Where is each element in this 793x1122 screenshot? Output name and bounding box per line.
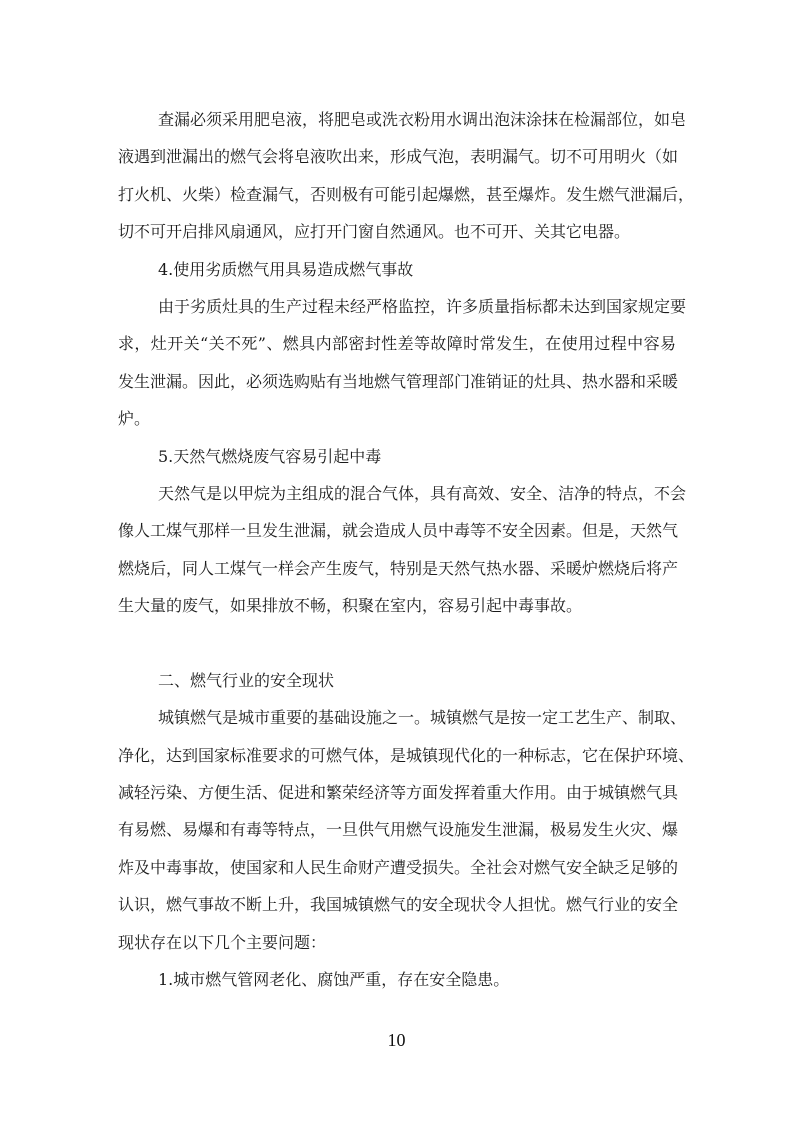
document-body [118,101,695,998]
paragraph-line: 炸及中毒事故，使国家和人民生命财产遭受损失。全社会对燃气安全缺乏足够的 [118,857,679,877]
paragraph-line: 液遇到泄漏出的燃气会将皂液吹出来，形成气泡，表明漏气。切不可用明火（如 [118,147,679,167]
paragraph-line: 炉。 [118,409,151,429]
subheading-5: 5.天然气燃烧废气容易引起中毒 [158,446,382,466]
paragraph-line: 生大量的废气，如果排放不畅，积聚在室内，容易引起中毒事故。 [118,596,583,616]
paragraph-line: 像人工煤气那样一旦发生泄漏，就会造成人员中毒等不安全因素。但是，天然气 [118,521,679,541]
section-heading: 二、燃气行业的安全现状 [158,670,335,690]
paragraph-line: 现状存在以下几个主要问题： [118,932,327,952]
subheading-1: 1.城市燃气管网老化、腐蚀严重，存在安全隐患。 [158,969,510,989]
paragraph-line: 发生泄漏。因此，必须选购贴有当地燃气管理部门准销证的灶具、热水器和采暖 [118,371,679,391]
subheading-4: 4.使用劣质燃气用具易造成燃气事故 [158,259,414,279]
paragraph-line: 燃烧后，同人工煤气一样会产生废气，特别是天然气热水器、采暖炉燃烧后将产 [118,558,679,578]
paragraph-line: 天然气是以甲烷为主组成的混合气体，具有高效、安全、洁净的特点，不会 [158,483,687,503]
page-number: 10 [387,1030,406,1050]
paragraph-line: 查漏必须采用肥皂液，将肥皂或洗衣粉用水调出泡沫涂抹在检漏部位，如皂 [158,110,687,129]
paragraph-line: 认识，燃气事故不断上升，我国城镇燃气的安全现状令人担忧。燃气行业的安全 [118,895,679,915]
paragraph-line: 打火机、火柴）检查漏气，否则极有可能引起爆燃，甚至爆炸。发生燃气泄漏后， [118,184,695,204]
paragraph-line: 净化，达到国家标准要求的可燃气体，是城镇现代化的一种标志，它在保护环境、 [118,745,695,765]
paragraph-line: 由于劣质灶具的生产过程未经严格监控，许多质量指标都未达到国家规定要 [158,296,687,316]
blank-line [118,624,676,661]
paragraph-line: 求，灶开关“关不死”、燃具内部密封性差等故障时常发生，在使用过程中容易 [118,334,676,354]
paragraph-line: 城镇燃气是城市重要的基础设施之一。城镇燃气是按一定工艺生产、制取、 [158,708,687,728]
paragraph-line: 有易燃、易爆和有毒等特点，一旦供气用燃气设施发生泄漏，极易发生火灾、爆 [118,820,679,840]
paragraph-line: 减轻污染、方便生活、促进和繁荣经济等方面发挥着重大作用。由于城镇燃气具 [118,783,679,803]
paragraph-line: 切不可开启排风扇通风，应打开门窗自然通风。也不可开、关其它电器。 [118,222,631,242]
